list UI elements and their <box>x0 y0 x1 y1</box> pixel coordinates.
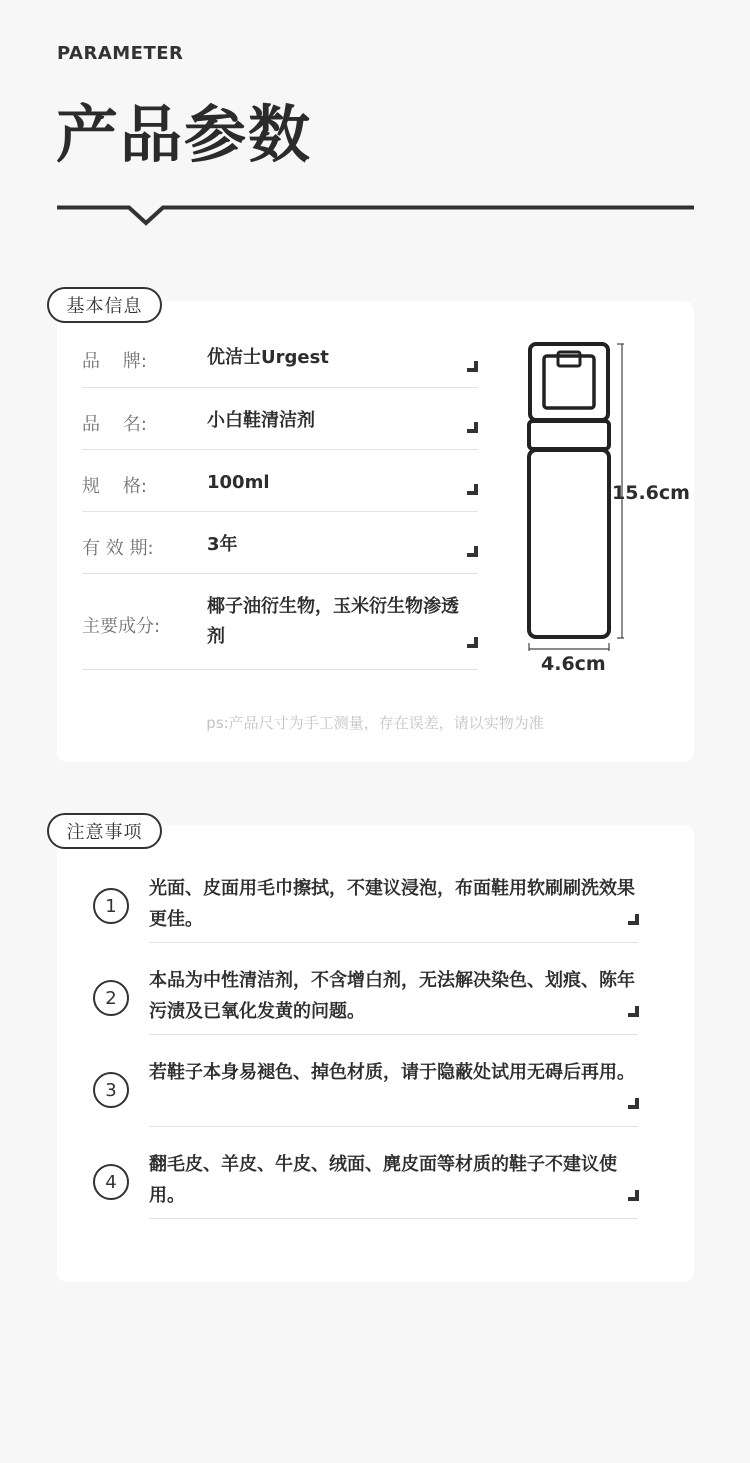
param-value: 3年 <box>207 534 238 555</box>
notice-number-badge: 2 <box>93 980 129 1016</box>
notice-item <box>93 1148 638 1220</box>
param-label: 规 格: <box>82 476 147 497</box>
param-value: 小白鞋清洁剂 <box>207 410 315 431</box>
corner-mark-icon <box>467 361 478 372</box>
param-row-brand <box>82 337 478 388</box>
param-label: 主要成分: <box>82 616 161 637</box>
notice-item <box>93 872 638 944</box>
param-label: 品 牌: <box>82 351 147 372</box>
corner-mark-icon <box>628 1098 639 1109</box>
param-value: 椰子油衍生物，玉米衍生物渗透剂 <box>207 596 459 647</box>
notice-divider <box>149 942 638 943</box>
notice-divider <box>149 1126 638 1127</box>
notice-text: 本品为中性清洁剂，不含增白剂，无法解决染色、划痕、陈年污渍及已氧化发黄的问题。 <box>149 970 635 1022</box>
notice-number-badge: 3 <box>93 1072 129 1108</box>
param-row-spec <box>82 450 478 512</box>
corner-mark-icon <box>467 546 478 557</box>
param-value: 100ml <box>207 472 270 493</box>
corner-mark-icon <box>628 1006 639 1017</box>
header-english-title: PARAMETER <box>57 43 184 64</box>
notice-text: 若鞋子本身易褪色、掉色材质，请于隐蔽处试用无碍后再用。 <box>149 1062 635 1083</box>
corner-mark-icon <box>628 914 639 925</box>
notice-number-badge: 4 <box>93 1164 129 1200</box>
param-value: 优洁士Urgest <box>207 347 329 368</box>
corner-mark-icon <box>467 422 478 433</box>
page-title: 产品参数 <box>56 98 313 171</box>
corner-mark-icon <box>467 484 478 495</box>
param-label: 品 名: <box>82 414 147 435</box>
param-row-ingredients <box>82 574 478 670</box>
basic-info-label: 基本信息 <box>47 287 162 323</box>
notice-number-badge: 1 <box>93 888 129 924</box>
corner-mark-icon <box>467 637 478 648</box>
notices-label: 注意事项 <box>47 813 162 849</box>
notice-item <box>93 964 638 1036</box>
param-label: 有 效 期: <box>82 538 154 559</box>
chevron-divider-icon <box>57 201 694 231</box>
notice-text: 翻毛皮、羊皮、牛皮、绒面、麂皮面等材质的鞋子不建议使用。 <box>149 1154 617 1206</box>
width-dimension-label: 4.6cm <box>541 653 606 675</box>
height-dimension-label: 15.6cm <box>612 482 690 504</box>
notice-text: 光面、皮面用毛巾擦拭，不建议浸泡，布面鞋用软刷刷洗效果更佳。 <box>149 878 635 930</box>
notice-divider <box>149 1034 638 1035</box>
measurement-note: ps:产品尺寸为手工测量，存在误差，请以实物为准 <box>206 714 544 732</box>
param-row-shelf-life <box>82 512 478 574</box>
notice-item <box>93 1056 638 1128</box>
param-row-name <box>82 388 478 450</box>
notice-divider <box>149 1218 638 1219</box>
corner-mark-icon <box>628 1190 639 1201</box>
